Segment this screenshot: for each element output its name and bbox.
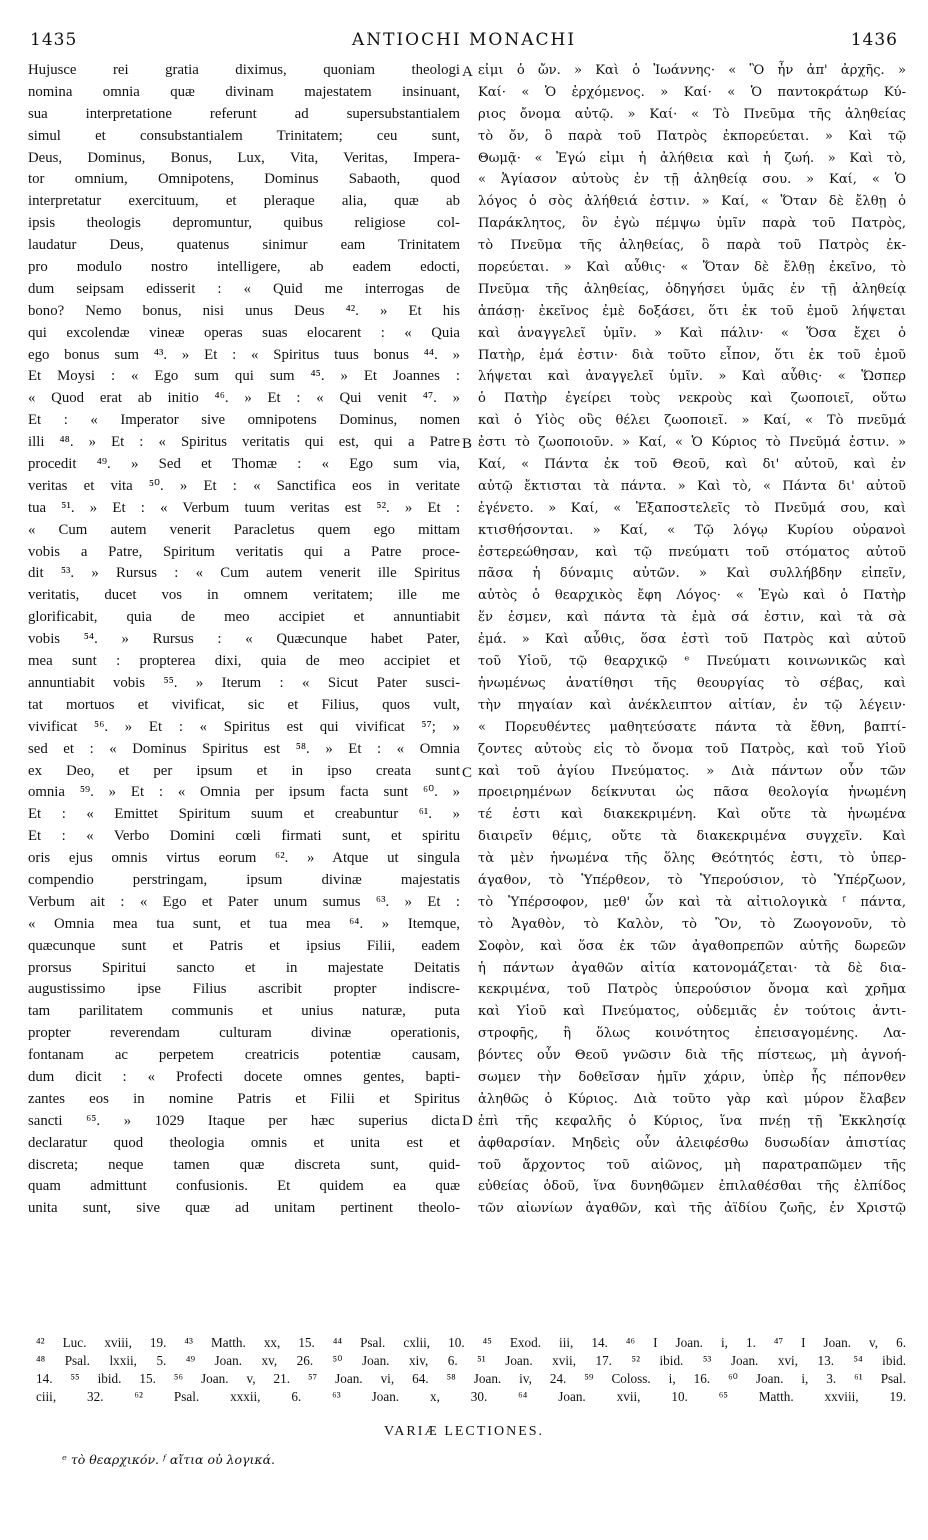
greek-text-line: τὸ Ὑπέρσοφον, μεθ' ὧν καὶ τὰ αἰτιολογικὰ ᶠ πάντα, (478, 894, 906, 910)
latin-text-line: sed et : « Dominus Spiritus est ⁵⁸. » Et : « Omnia (28, 740, 460, 757)
greek-text-line: Καί· « Ὁ ἐρχόμενος. » Καί· « Ὁ παντοκράτωρ Κύ- (478, 84, 906, 100)
greek-text-line: « Πορευθέντες μαθητεύσατε πάντα τὰ ἔθνη, βαπτί- (478, 719, 906, 735)
greek-text-line: πᾶσα ἡ δύναμις αὐτῶν. » Καὶ συλλήβδην εἰπεῖν, (478, 566, 906, 582)
greek-text-line: στροφῆς, ἢ ὅλως κοινότητος ἐπεισαγομένης. Λα- (478, 1026, 906, 1042)
greek-text-line: ἐστι τὸ ζωοποιοῦν. » Καί, « Ὁ Κύριος τὸ Πνεῦμά ἐστιν. » (478, 435, 906, 451)
page-number-right: 1436 (850, 30, 898, 50)
variae-lectiones-title: VARIÆ LECTIONES. (383, 1424, 545, 1439)
greek-text-line: τὸ Ἀγαθὸν, τὸ Καλὸν, τὸ Ὂν, τὸ Ζωογονοῦν, τὸ (478, 916, 906, 932)
latin-text-line: mea sunt : propterea dixi, quia de meo accipiet et (28, 653, 460, 670)
latin-text-line: ex Deo, et per ipsum et in ipso creata sunt (28, 762, 460, 779)
greek-text-line: τοῦ Υἱοῦ, τῷ θεαρχικῷ ᵉ Πνεύματι κοινωνικῶς καὶ (478, 654, 906, 670)
latin-text-line: tor omnium, Omnipotens, Dominus Sabaoth, quod (28, 171, 460, 188)
greek-text-line: ἡ πάντων ἀγαθῶν αἰτία κατονομάζεται· τὰ δὲ δια- (478, 960, 906, 976)
latin-text-line: nomina omnia quæ divinam majestatem insinuant, (28, 83, 460, 100)
margin-letter-d: D (462, 1113, 473, 1129)
running-title: ANTIOCHI MONACHI (351, 30, 577, 50)
greek-text-line: σωμεν τὴν δοθεῖσαν ἡμῖν χάριν, ὑπὲρ ἧς πέπονθεν (478, 1069, 906, 1085)
latin-text-line: pro modulo nostro intelligere, ab eadem edocti, (28, 259, 460, 276)
latin-text-line: veritatis, ducet vos in omnem veritatem; ille me (28, 587, 460, 604)
latin-text-line: Et : « Emittet Spiritum suum et creabuntur ⁶¹. » (28, 806, 460, 823)
greek-text-line: Σοφὸν, καὶ ὅσα ἐκ τῶν ἀγαθοπρεπῶν αὐτῆς δωρεῶν (478, 938, 906, 954)
greek-text-line: ἁπάσῃ· ἐκεῖνος ἐμὲ δοξάσει, ὅτι ἐκ τοῦ ἐμοῦ λήψεται (478, 303, 906, 319)
latin-text-line: sancti ⁶⁵. » 1029 Itaque per hæc superius dicta (28, 1112, 460, 1129)
latin-text-line: annuntiabit vobis ⁵⁵. » Iterum : « Sicut Pater susci- (28, 674, 460, 691)
latin-text-line: propter reverendam culturam divinæ operationis, (28, 1025, 460, 1042)
latin-text-line: quæcunque sunt et Patris et ipsius Filii, eadem (28, 937, 460, 954)
greek-text-line: πορεύεται. » Καὶ αὖθις· « Ὅταν δὲ ἔλθῃ ἐκεῖνο, τὸ (478, 260, 906, 276)
greek-text-line: τὸ Πνεῦμα τῆς ἀληθείας, ὃ παρὰ τοῦ Πατρὸς ἐκ- (478, 238, 906, 254)
footnote-line: ⁴² Luc. xviii, 19. ⁴³ Matth. xx, 15. ⁴⁴ Psal. cxlii, 10. ⁴⁵ Exod. iii, 14. ⁴⁶ I Joan. i, 1. ⁴⁷ I Joan. v, 6. (36, 1335, 906, 1350)
latin-text-line: « Omnia mea tua sunt, et tua mea ⁶⁴. » Itemque, (28, 915, 460, 932)
greek-text-line: τέ ἐστι καὶ διακεκριμένη. Καὶ οὔτε τὰ ἡνωμένα (478, 807, 906, 823)
latin-text-line: zantes eos in nomine Patris et Filii et Spiritus (28, 1090, 460, 1107)
greek-text-line: λήψεται καὶ ἀναγγελεῖ ὑμῖν. » Καὶ αὖθις· « Ὥσπερ (478, 369, 906, 385)
greek-text-line: « Ἁγίασον αὐτοὺς ἐν τῇ ἀληθείᾳ σου. » Καί, « Ὁ (478, 172, 906, 188)
greek-text-line: εἰμι ὁ ὤν. » Καὶ ὁ Ἰωάννης· « Ὃ ἦν ἀπ' ἀρχῆς. » (478, 63, 906, 78)
greek-text-line: τῶν αἰωνίων ἀγαθῶν, καὶ τῆς ἀϊδίου ζωῆς, ἐν Χριστῷ (478, 1201, 906, 1217)
latin-text-line: fontanam ac perpetem creatricis potentiæ causam, (28, 1047, 460, 1064)
footnotes (36, 1334, 906, 1406)
latin-text-line: vivificat ⁵⁶. » Et : « Spiritus est qui vivificat ⁵⁷; » (28, 718, 460, 735)
greek-text-line: καὶ ἀναγγελεῖ ὑμῖν. » Καὶ πάλιν· « Ὅσα ἔχει ὁ (478, 325, 906, 341)
latin-text-line: tat mortuos et vivificat, sic et Filius, quos vult, (28, 696, 460, 713)
latin-text-line: dum dicit : « Profecti docete omnes gentes, bapti- (28, 1068, 460, 1085)
greek-text-line: καὶ τοῦ ἁγίου Πνεύματος. » Διὰ πάντων οὖν τῶν (478, 763, 906, 779)
latin-text-line: Verbum ait : « Ego et Pater unum sumus ⁶³. » Et : (28, 893, 460, 910)
greek-text-line: τοῦ ἄρχοντος τοῦ αἰῶνος, μὴ παρατραπῶμεν τῆς (478, 1157, 906, 1173)
latin-text-line: dum seipsam edisserit : « Quid me interrogas de (28, 280, 460, 297)
latin-text-line: procedit ⁴⁹. » Sed et Thomæ : « Ego sum via, (28, 456, 460, 473)
greek-text-line: ἐμά. » Καὶ αὖθις, ὅσα ἐστὶ τοῦ Πατρὸς καὶ αὐτοῦ (478, 632, 906, 648)
latin-text-line: sua interpretatione referunt ad supersubstantialem (28, 105, 460, 122)
greek-text-line: αὐτῷ ἔκτισται τὰ πάντα. » Καὶ τὸ, « Πάντα δι' αὐτοῦ (478, 478, 906, 494)
latin-text-line: illi ⁴⁸. » Et : « Spiritus veritatis qui est, qui a Patre (28, 434, 460, 451)
latin-text-line: augustissimo ipse Filius ascribit propter indiscre- (28, 981, 460, 998)
latin-text-line: compendio perstringam, ipsum divinæ majestatis (28, 871, 460, 888)
latin-text-line: interpretatur exercituum, et pleraque alia, quæ ab (28, 193, 460, 210)
latin-text-line: Deus, Dominus, Bonus, Lux, Vita, Veritas, Impera- (28, 149, 460, 166)
greek-column (478, 60, 906, 1318)
latin-text-line: bono? Nemo bonus, nisi unus Deus ⁴². » Et his (28, 302, 460, 319)
greek-text-line: ἐστερεώθησαν, καὶ τῷ πνεύματι τοῦ στόματος αὐτοῦ (478, 544, 906, 560)
greek-text-line: ἀφθαρσίαν. Μηδεὶς οὖν ἀλειφέσθω δυσωδίαν ἀπιστίας (478, 1135, 906, 1151)
greek-text-line: λόγος ὁ σὸς ἀλήθειά ἐστιν. » Καί, « Ὅταν δὲ ἔλθῃ ὁ (478, 194, 906, 210)
latin-text-line: Et : « Verbo Domini cœli firmati sunt, et spiritu (28, 828, 460, 845)
latin-text-line: omnia ⁵⁹. » Et : « Omnia per ipsum facta sunt ⁶⁰. » (28, 784, 460, 801)
greek-text-line: ριος ὄνομα αὐτῷ. » Καί· « Τὸ Πνεῦμα τῆς ἀληθείας (478, 106, 906, 122)
latin-text-line: veritas et vita ⁵⁰. » Et : « Sanctifica eos in veritate (28, 477, 460, 494)
latin-text-line: qui excolendæ vineæ operas suas elocarent : « Quia (28, 324, 460, 341)
greek-text-line: ἡνωμένως ἀνατίθησι τῆς θεουργίας τὸ σέβας, καὶ (478, 675, 906, 691)
greek-text-line: Θωμᾷ· « Ἐγώ εἰμι ἡ ἀλήθεια καὶ ἡ ζωή. » Καὶ τὸ, (478, 150, 906, 166)
greek-text-line: Παράκλητος, ὃν ἐγὼ πέμψω ὑμῖν παρὰ τοῦ Πατρὸς, (478, 216, 906, 232)
greek-text-line: κεκριμένα, τοῦ Πατρὸς ὑπερούσιον ὄνομα καὶ χρῆμα (478, 982, 906, 998)
latin-text-line: Et Moysi : « Ego sum qui sum ⁴⁵. » Et Joannes : (28, 368, 460, 385)
latin-text-line: oris ejus omnis virtus eorum ⁶². » Atque ut singula (28, 850, 460, 867)
page-number-left: 1435 (30, 30, 78, 50)
variae-lectiones-text: ᵉ τὸ θεαρχικόν. ᶠ αἴτια οὐ λογικά. (62, 1452, 275, 1467)
greek-text-line: τὴν πηγαίαν καὶ ἀνέκλειπτον αἰτίαν, ἐν τῷ λέγειν· (478, 697, 906, 713)
latin-text-line: prorsus Spiritui sancto et in majestate Deitatis (28, 959, 460, 976)
latin-text-line: vobis ⁵⁴. » Rursus : « Quæcunque habet Pater, (28, 631, 460, 648)
latin-text-line: tam parilitatem communis et unius naturæ, puta (28, 1003, 460, 1020)
latin-text-line: vobis a Patre, Spiritum veritatis qui a Patre proce- (28, 543, 460, 560)
greek-text-line: εὐθείας ὁδοῦ, ἵνα δυνηθῶμεν ἐπιλαθέσθαι τῆς ἐλπίδος (478, 1179, 906, 1195)
greek-text-line: ὁ Πατὴρ ἐγείρει τοὺς νεκροὺς καὶ ζωοποιεῖ, οὕτω (478, 391, 906, 407)
latin-text-line: ego bonus sum ⁴³. » Et : « Spiritus tuus bonus ⁴⁴. » (28, 346, 460, 363)
latin-text-line: glorificabit, quia de meo accipiet et annuntiabit (28, 609, 460, 626)
greek-text-line: προειρημένων δείκνυται ὡς πᾶσα θεολογία ἡνωμένη (478, 785, 906, 801)
greek-text-line: αὐτὸς ὁ θεαρχικὸς ἔφη Λόγος· « Ἐγὼ καὶ ὁ Πατὴρ (478, 588, 906, 604)
greek-text-line: ἕν ἐσμεν, καὶ πάντα τὰ ἐμὰ σά ἐστιν, καὶ τὰ σὰ (478, 610, 906, 626)
greek-text-line: καὶ Υἱοῦ καὶ Πνεύματος, οὐδεμιᾶς ἐν τούτοις ἀντι- (478, 1004, 906, 1020)
latin-text-line: Et : « Imperator sive omnipotens Dominus, nomen (28, 412, 460, 429)
latin-text-line: unita sunt, sive quæ ad unitam pertinent theolo- (28, 1200, 460, 1217)
greek-text-line: καὶ ὁ Υἱὸς οὓς θέλει ζωοποιεῖ. » Καί, « Τὸ πνεῦμά (478, 413, 906, 429)
greek-text-line: ἐπὶ τῆς κεφαλῆς ὁ Κύριος, ἵνα πνέῃ τῇ Ἐκκλησίᾳ (478, 1113, 906, 1129)
greek-text-line: τὸ ὄν, ὃ παρὰ τοῦ Πατρὸς ἐκπορεύεται. » Καὶ τῷ (478, 128, 906, 144)
latin-text-line: « Cum autem venerit Paracletus quem ego mittam (28, 521, 460, 538)
latin-text-line: declaratur quod theologia omnis et unita est et (28, 1134, 460, 1151)
margin-letter-a: A (462, 64, 473, 80)
latin-text-line: Hujusce rei gratia diximus, quoniam theologi (28, 62, 460, 78)
greek-text-line: βόντες οὖν Θεοῦ γνῶσιν διὰ τῆς πίστεως, μὴ ἀγνοή- (478, 1048, 906, 1064)
greek-text-line: ἐγένετο. » Καί, « Ἐξαποστελεῖς τὸ Πνεῦμά σου, καὶ (478, 500, 906, 516)
greek-text-line: Πατὴρ, ἐμά ἐστιν· διὰ τοῦτο εἶπον, ὅτι ἐκ τοῦ ἐμοῦ (478, 347, 906, 363)
latin-text-line: « Quod erat ab initio ⁴⁶. » Et : « Qui venit ⁴⁷. » (28, 390, 460, 407)
greek-text-line: Πνεῦμα τῆς ἀληθείας, ὁδηγήσει ὑμᾶς ἐν τῇ ἀληθείᾳ (478, 281, 906, 297)
greek-text-line: κτισθήσονται. » Καί, « Τῷ λόγῳ Κυρίου οὐρανοὶ (478, 522, 906, 538)
margin-letter-c: C (462, 765, 473, 781)
greek-text-line: τὰ μὲν ἡνωμένα τῆς ὅλης Θεότητός ἐστι, τὸ ὑπερ- (478, 851, 906, 867)
greek-text-line: ζοντες αὐτοὺς εἰς τὸ ὄνομα τοῦ Πατρὸς, καὶ τοῦ Υἱοῦ (478, 741, 906, 757)
latin-text-line: quam admittunt confusionis. Et quidem ea quæ (28, 1178, 460, 1195)
footnote-line: ciii, 32. ⁶² Psal. xxxii, 6. ⁶³ Joan. x, 30. ⁶⁴ Joan. xvii, 10. ⁶⁵ Matth. xxviii, 19. (36, 1389, 906, 1404)
latin-text-line: ipsis theologis depromuntur, quibus religiose col- (28, 215, 460, 232)
latin-text-line: laudatur Deus, quatenus sinimur eam Trinitatem (28, 237, 460, 254)
latin-text-line: tua ⁵¹. » Et : « Verbum tuum veritas est ⁵². » Et : (28, 499, 460, 516)
latin-column (28, 60, 460, 1318)
latin-text-line: discreta; neque tamen quæ discreta sunt, quid- (28, 1156, 460, 1173)
latin-text-line: dit ⁵³. » Rursus : « Cum autem venerit ille Spiritus (28, 565, 460, 582)
latin-text-line: simul et consubstantialem Trinitatem; ceu sunt, (28, 127, 460, 144)
greek-text-line: διαιρεῖν θέμις, οὔτε τὰ διακεκριμένα συγχεῖν. Καὶ (478, 829, 906, 845)
footnote-line: 14. ⁵⁵ ibid. 15. ⁵⁶ Joan. v, 21. ⁵⁷ Joan. vi, 64. ⁵⁸ Joan. iv, 24. ⁵⁹ Coloss. i, 16. ⁶⁰ Joan. i, 3. ⁶¹ Psal. (36, 1371, 906, 1386)
greek-text-line: άγαθον, τὸ Ὑπέρθεον, τὸ Ὑπερούσιον, τὸ Ὑπέρζωον, (478, 872, 906, 888)
greek-text-line: ἀληθῶς ὁ Κύριος. Διὰ τοῦτο γὰρ καὶ μύρον ἔλαβεν (478, 1091, 906, 1107)
margin-letter-b: B (462, 436, 473, 452)
footnote-line: ⁴⁸ Psal. lxxii, 5. ⁴⁹ Joan. xv, 26. ⁵⁰ Joan. xiv, 6. ⁵¹ Joan. xvii, 17. ⁵² ibid. ⁵³ Joan. xvi, 13. ⁵⁴ ibid. (36, 1353, 906, 1368)
greek-text-line: Καί, « Πάντα ἐκ τοῦ Θεοῦ, καὶ δι' αὐτοῦ, καὶ ἐν (478, 457, 906, 473)
